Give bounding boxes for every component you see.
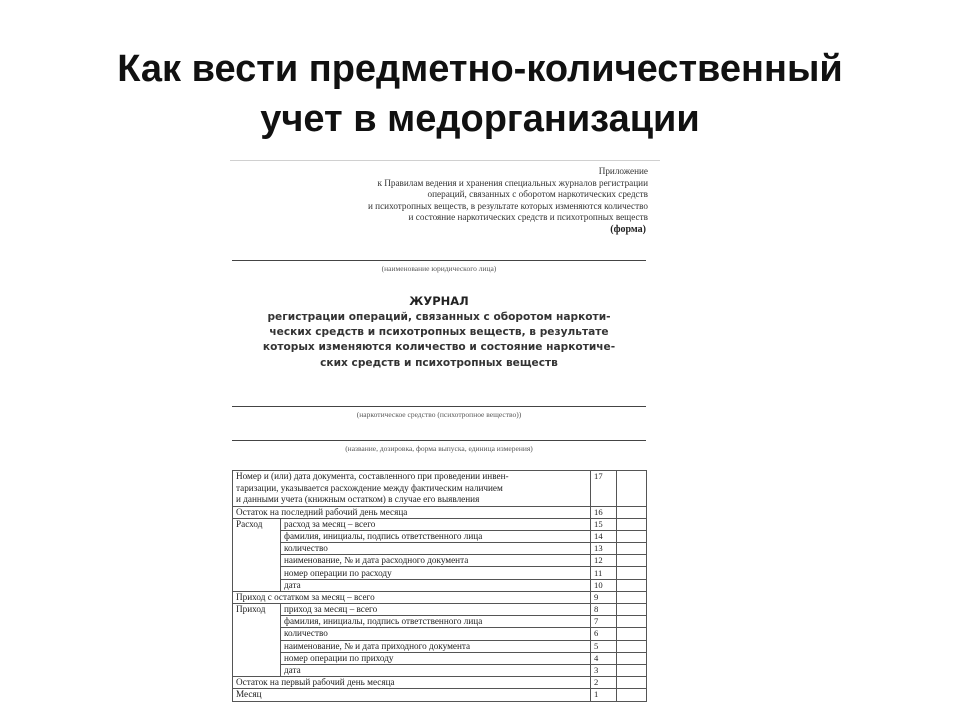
empty-cell xyxy=(617,567,647,579)
table-row xyxy=(233,628,647,640)
table-row xyxy=(233,567,647,579)
legal-entity-line xyxy=(232,260,646,261)
column-number: 6 xyxy=(591,628,617,640)
table-row xyxy=(233,677,647,689)
slide-title xyxy=(0,44,960,144)
table-row xyxy=(233,543,647,555)
column-number: 12 xyxy=(591,555,617,567)
column-number: 11 xyxy=(591,567,617,579)
column-number: 9 xyxy=(591,591,617,603)
table-row xyxy=(233,604,647,616)
appendix-line: и состояние наркотических средств и психотропных веществ xyxy=(408,212,648,222)
slide-title-line-1: Как вести предметно-количественный xyxy=(117,48,843,90)
table-row xyxy=(233,640,647,652)
row-label: количество xyxy=(281,628,591,640)
column-number: 14 xyxy=(591,530,617,542)
row-label: наименование, № и дата приходного документа xyxy=(281,640,591,652)
empty-cell xyxy=(617,579,647,591)
column-number: 3 xyxy=(591,664,617,676)
empty-cell xyxy=(617,677,647,689)
substance-details-caption: (название, дозировка, форма выпуска, единица измерения) xyxy=(345,444,533,453)
row-label: фамилия, инициалы, подпись ответственного лица xyxy=(281,616,591,628)
appendix-line: операций, связанных с оборотом наркотических средств xyxy=(427,189,648,199)
row-label: количество xyxy=(281,543,591,555)
substance-details-line xyxy=(232,440,646,441)
row-label-line: и данными учета (книжным остатком) в случае его выявления xyxy=(236,494,480,504)
table-row xyxy=(233,689,647,701)
journal-subtitle-line: ских средств и психотропных веществ xyxy=(320,356,558,369)
row-label: расход за месяц – всего xyxy=(281,518,591,530)
appendix-line: Приложение xyxy=(598,166,648,176)
column-number: 8 xyxy=(591,604,617,616)
table-row xyxy=(233,471,647,507)
column-number: 5 xyxy=(591,640,617,652)
column-number: 7 xyxy=(591,616,617,628)
empty-cell xyxy=(617,530,647,542)
empty-cell xyxy=(617,616,647,628)
journal-subtitle xyxy=(232,310,646,371)
row-label: приход за месяц – всего xyxy=(281,604,591,616)
group-label-expense: Расход xyxy=(233,518,281,591)
journal-subtitle-line: ческих средств и психотропных веществ, в результате xyxy=(269,326,609,339)
empty-cell xyxy=(617,640,647,652)
row-label: Остаток на последний рабочий день месяца xyxy=(233,506,591,518)
column-number: 10 xyxy=(591,579,617,591)
substance-caption: (наркотическое средство (психотропное вещество)) xyxy=(356,410,522,419)
appendix-line: к Правилам ведения и хранения специальных журналов регистрации xyxy=(377,177,648,188)
empty-cell xyxy=(617,689,647,701)
empty-cell xyxy=(617,628,647,640)
table-row xyxy=(233,518,647,530)
table-row xyxy=(233,616,647,628)
substance-line xyxy=(232,406,646,407)
column-number: 17 xyxy=(591,471,617,507)
row-label-line: Номер и (или) дата документа, составленного при проведении инвен- xyxy=(236,471,509,481)
legal-entity-caption: (наименование юридического лица) xyxy=(381,264,497,273)
journal-table xyxy=(232,470,647,702)
group-label-income: Приход xyxy=(233,604,281,677)
column-number: 1 xyxy=(591,689,617,701)
column-number: 13 xyxy=(591,543,617,555)
row-label xyxy=(233,471,591,507)
row-label: дата xyxy=(281,664,591,676)
slide-title-line-2: учет в медорганизации xyxy=(260,98,700,140)
column-number: 15 xyxy=(591,518,617,530)
column-number: 16 xyxy=(591,506,617,518)
journal-subtitle-line: регистрации операций, связанных с оборотом наркоти- xyxy=(267,311,611,323)
row-label: Месяц xyxy=(233,689,591,701)
form-scan xyxy=(226,160,662,720)
empty-cell xyxy=(617,555,647,567)
appendix-note xyxy=(268,166,648,224)
empty-cell xyxy=(617,664,647,676)
empty-cell xyxy=(617,543,647,555)
table-row xyxy=(233,664,647,676)
row-label: дата xyxy=(281,579,591,591)
row-label: номер операции по расходу xyxy=(281,567,591,579)
empty-cell xyxy=(617,506,647,518)
table-row xyxy=(233,506,647,518)
row-label: наименование, № и дата расходного документа xyxy=(281,555,591,567)
table-row xyxy=(233,579,647,591)
scan-top-border xyxy=(230,160,660,161)
column-number: 2 xyxy=(591,677,617,689)
table-row xyxy=(233,555,647,567)
empty-cell xyxy=(617,652,647,664)
empty-cell xyxy=(617,591,647,603)
forma-label: (форма) xyxy=(610,224,646,235)
row-label: Приход с остатком за месяц – всего xyxy=(233,591,591,603)
empty-cell xyxy=(617,471,647,507)
column-number: 4 xyxy=(591,652,617,664)
table-row xyxy=(233,530,647,542)
table-row xyxy=(233,652,647,664)
journal-title: ЖУРНАЛ xyxy=(409,294,469,308)
table-row xyxy=(233,591,647,603)
row-label-line: таризации, указывается расхождение между фактическим наличием xyxy=(236,482,503,493)
journal-subtitle-line: которых изменяются количество и состояние наркотиче- xyxy=(262,341,616,354)
appendix-line: и психотропных веществ, в результате которых изменяются количество xyxy=(367,200,648,211)
empty-cell xyxy=(617,604,647,616)
row-label: фамилия, инициалы, подпись ответственного лица xyxy=(281,530,591,542)
row-label: Остаток на первый рабочий день месяца xyxy=(233,677,591,689)
row-label: номер операции по приходу xyxy=(281,652,591,664)
empty-cell xyxy=(617,518,647,530)
